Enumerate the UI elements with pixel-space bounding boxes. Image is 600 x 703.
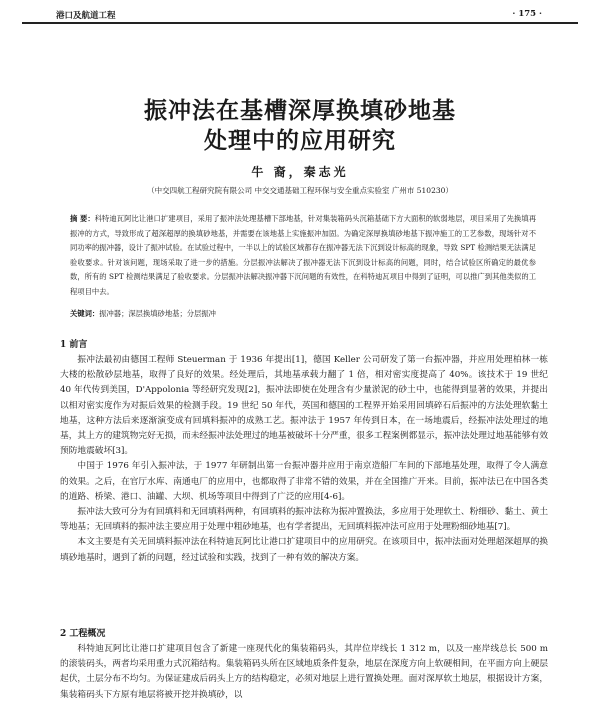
keywords-label: 关键词： — [70, 309, 100, 318]
title-line-1: 振冲法在基槽深厚换填砂地基 — [144, 97, 456, 124]
running-header — [22, 6, 578, 24]
paragraph: 科特迪瓦阿比让港口扩建项目包含了新建一座现代化的集装箱码头，其岸位岸线长 1 312 m，以及一座岸线总长 500 m 的滚装码头，两者均采用重力式沉箱结构。集装箱码头所在区域地质条件复杂，地层在深度方向上软硬相间，在平面方向上硬层起伏，土层分布不均匀。为保证建成后码头上方的结构稳定，必须对地层上进行置换处理。面对深厚软土地层，根据设计方案，集装箱码头下方原有地层将被开挖并换填砂，以 — [60, 644, 548, 700]
affiliation: （中交四航工程研究院有限公司 中交交通基础工程环保与安全重点实验室 广州市 510230） — [147, 186, 453, 195]
abstract-label: 摘 要： — [70, 214, 95, 223]
section-1-heading: 1 前言 — [60, 340, 88, 350]
section-2-heading: 2 工程概况 — [60, 629, 106, 639]
page-number: · 175 · — [512, 9, 542, 19]
authors: 牛 裔，秦志光 — [251, 165, 349, 179]
paragraph: 振冲法大致可分为有回填料和无回填料两种，有回填料的振冲法称为振冲置换法，多应用于处理软土、粉细砂、黏土、黄土等地基；无回填料的振冲法主要应用于处理中粗砂地基，也有学者提出，无回填料振冲法可应用于处理粉细砂地基[7]。 — [60, 507, 548, 533]
paper-title — [0, 96, 600, 156]
section-1-body — [60, 353, 548, 566]
keywords-text: 振冲器；深层换填砂地基；分层振冲 — [99, 309, 216, 318]
paragraph: 振冲法最初由德国工程师 Steuerman 于 1936 年提出[1]，德国 Keller 公司研发了第一台振冲器，并应用处理柏林一栋大楼的松散砂层地基，取得了良好的效果。经处理后，其地基承载力翻了 1 倍，相对密实度提高了 40%。该技术于 19 世纪 40 年代传到美国，D'Appolonia 等经研究发现[2]，振冲法即使在处理含有少量淤泥的砂土中，也能得到显著的效果，并提出以相对密实度作为对振后效果的检测手段。19 世纪 50 年代，英国和德国的工程界开始采用回填碎石后振冲的方法处理软黏土地基，这种方法后来逐渐演变成有回填料振冲的成熟工艺。振冲法于 1957 年传到日本，在一场地震后，经振冲法处理过的地基，其上方的建筑物完好无损，而未经振冲法处理过的地基被破坏十分严重，很多工程案例都显示，振冲法处理过地基能够有效预防地震破坏[3]。 — [60, 355, 548, 457]
paragraph: 本文主要是有关无回填料振冲法在科特迪瓦阿比让港口扩建项目中的应用研究。在该项目中，振冲法面对处理超深超厚的换填砂地基时，遇到了新的问题，经过试验和实践，找到了一种有效的解决方案。 — [60, 537, 548, 563]
title-line-2: 处理中的应用研究 — [204, 127, 396, 154]
paragraph: 中国于 1976 年引入振冲法，于 1977 年研制出第一台振冲器并应用于南京造船厂车间的下部地基处理，取得了令人满意的效果。之后，在官厅水库、南通电厂的应用中，也都取得了非常不错的效果，并在全国推广开来。目前，振冲法已在中国各类的道路、桥梁、港口、油罐、大坝、机场等项目中得到了广泛的应用[4-6]。 — [60, 461, 548, 502]
journal-name: 港口及航道工程 — [56, 11, 116, 21]
abstract-text: 科特迪瓦阿比让港口扩建项目，采用了振冲法处理基槽下部地基，针对集装箱码头沉箱基础下方大面积的软弱地层，项目采用了先换填再振冲的方式，导致形成了超深超厚的换填砂地基，并需要在该地基上实施振冲加固。为确定深厚换填砂地基下振冲施工的工艺参数，现场针对不同功率的振冲器，设计了振冲试验。在试验过程中，一半以上的试验区域都存在振冲器无法下沉到设计标高的现象，导致 SPT 检测结果无法满足验收要求。针对该问题，现场采取了进一步的措施。分层振冲法解决了振冲器无法下沉到设计标高的问题，同时，结合试验区所确定的最优参数，所有的 SPT 检测结果满足了验收要求。分层振冲法解决振冲器下沉问题的有效性，在科特迪瓦项目中得到了证明，可以推广到其他类似的工程项目中去。 — [70, 214, 536, 296]
section-2-body — [60, 642, 548, 703]
keywords — [70, 307, 536, 320]
abstract — [70, 212, 536, 300]
